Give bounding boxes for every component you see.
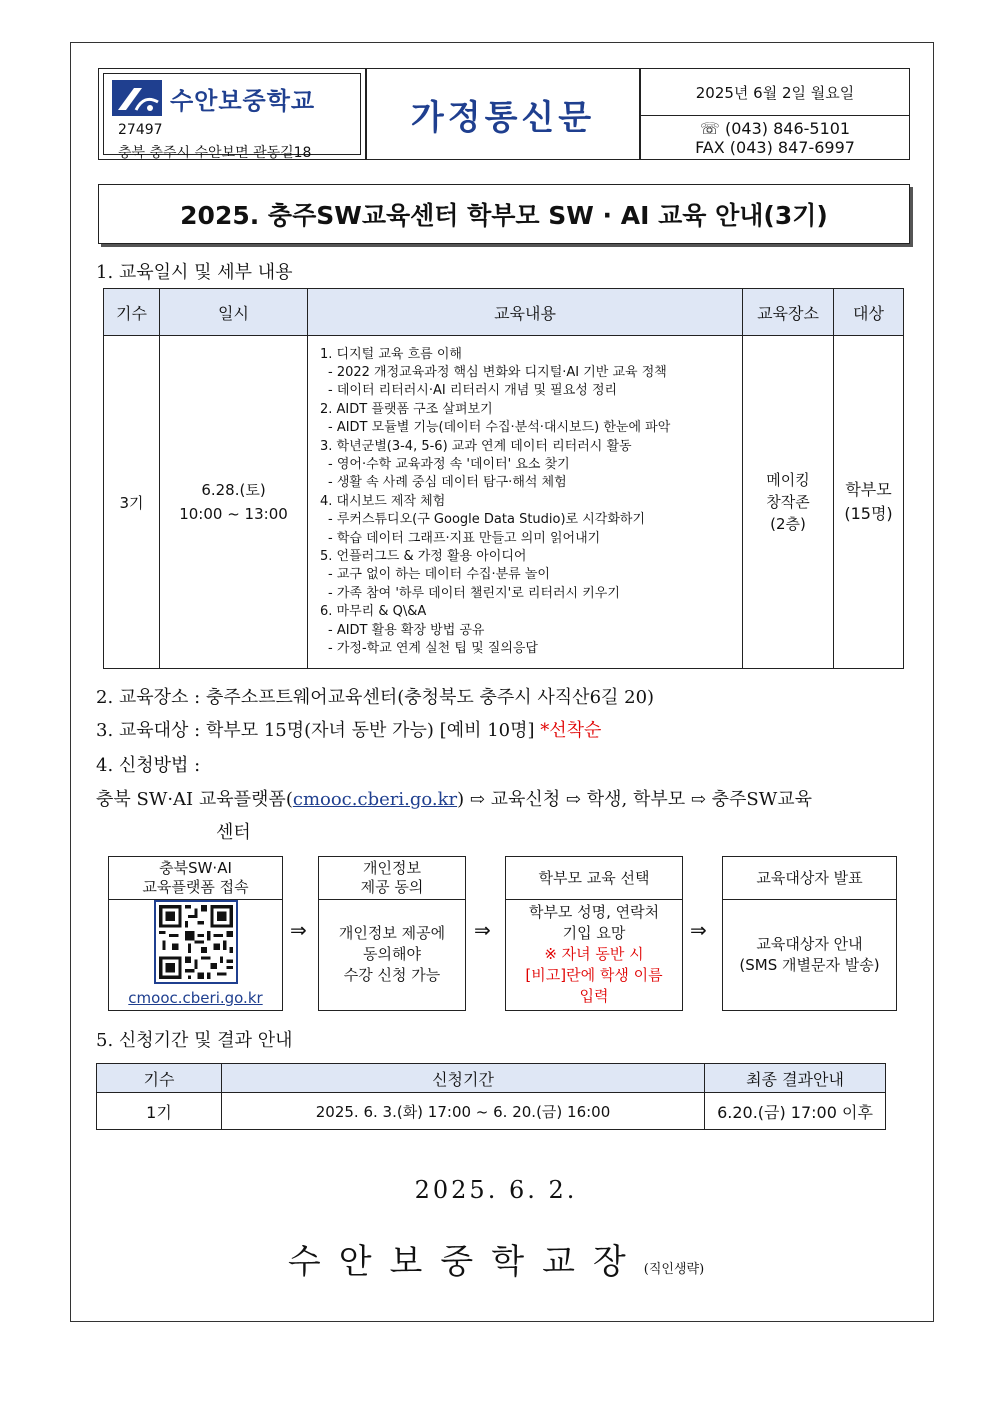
head-line: 제공 동의	[360, 878, 424, 896]
cell-gisu: 1기	[97, 1093, 222, 1130]
newsletter-title: 가정통신문	[410, 97, 596, 138]
section2-place: 2. 교육장소 : 충주소프트웨어교육센터(충청북도 충주시 사직산6길 20)	[96, 687, 655, 708]
body-line-red: [비고]란에 학생 이름	[525, 966, 663, 984]
table-row	[97, 1093, 886, 1130]
section5-heading: 5. 신청기간 및 결과 안내	[96, 1030, 293, 1051]
school-info-box	[98, 68, 366, 160]
cell-place	[743, 336, 834, 669]
content-subitem: - 가족 참여 '하루 데이터 챌린지'로 리터러시 키우기	[328, 585, 620, 601]
cell-period: 2025. 6. 3.(화) 17:00 ~ 6. 20.(금) 16:00	[222, 1093, 705, 1130]
content-subitem: - 2022 개정교육과정 핵심 변화와 디지털·AI 기반 교육 정책	[328, 364, 667, 380]
flow-step-head	[319, 857, 465, 900]
qr-code-icon[interactable]	[154, 900, 238, 984]
body-line: (SMS 개별문자 발송)	[739, 955, 880, 974]
flow-step-body	[723, 899, 896, 1010]
head-line: 교육플랫폼 접속	[142, 878, 249, 896]
content-subitem: - AIDT 활용 확장 방법 공유	[328, 622, 485, 638]
phone-number: ☏ (043) 846-5101	[699, 119, 851, 138]
target-line: 학부모	[845, 480, 892, 499]
col-target: 대상	[834, 289, 904, 336]
newsletter-title-box	[366, 68, 640, 160]
flow-arrow-icon: ⇒	[290, 918, 307, 942]
section3-text: 3. 교육대상 : 학부모 15명(자녀 동반 가능) [예비 10명]	[96, 720, 541, 741]
platform-link[interactable]: cmooc.cberi.go.kr	[292, 789, 458, 810]
cell-time: 10:00 ~ 13:00	[179, 505, 288, 523]
content-item: 5. 언플러그드 & 가정 활용 아이디어	[320, 549, 527, 565]
content-subitem: - 영어·수학 교육과정 속 '데이터' 요소 찾기	[328, 456, 570, 472]
body-line: 학부모 성명, 연락처	[528, 903, 660, 921]
qr-url-link[interactable]: cmooc.cberi.go.kr	[128, 989, 263, 1007]
issue-date: 2025년 6월 2일 월요일	[641, 69, 909, 116]
head-line: 학부모 교육 선택	[538, 868, 650, 887]
content-subitem: - 학습 데이터 그래프·지표 만들고 의미 읽어내기	[328, 530, 601, 546]
place-line: 창작존	[766, 493, 810, 511]
section4-method-cont: 센터	[216, 822, 251, 843]
flow-step-head	[723, 857, 896, 900]
fax-number: FAX (043) 847-6997	[695, 138, 855, 157]
content-subitem: - 루커스튜디오(구 Google Data Studio)로 시각화하기	[328, 512, 646, 528]
content-item: 4. 대시보드 제작 체험	[320, 493, 446, 509]
section3-target	[96, 716, 601, 742]
body-line: 기입 요망	[562, 924, 626, 942]
content-subitem: - 교구 없이 하는 데이터 수집·분류 놀이	[328, 567, 550, 583]
section1-heading: 1. 교육일시 및 세부 내용	[96, 262, 293, 283]
head-line: 충북SW·AI	[159, 859, 232, 877]
body-line-red: ※ 자녀 동반 시	[544, 945, 644, 963]
body-line: 동의해야	[363, 945, 421, 963]
first-come-note: *선착순	[540, 720, 602, 741]
flow-step-consent	[318, 856, 466, 1011]
content-item: 6. 마무리 & Q\&A	[320, 604, 427, 620]
cell-content	[308, 336, 743, 669]
content-item: 3. 학년군별(3-4, 5-6) 교과 연계 데이터 리터러시 활동	[320, 438, 632, 454]
school-name: 수안보중학교	[170, 86, 316, 115]
contact-box	[640, 68, 910, 160]
school-address: 충북 충주시 수안보면 관동길18	[118, 145, 312, 161]
flow-arrow-icon: ⇒	[474, 918, 491, 942]
body-line: 개인정보 제공에	[338, 924, 446, 942]
content-item: 2. AIDT 플랫폼 구조 살펴보기	[320, 401, 493, 417]
flow-step-head	[506, 857, 682, 900]
body-line: 교육대상자 안내	[756, 934, 863, 953]
place-line: (2층)	[770, 515, 806, 533]
section4-heading: 4. 신청방법 :	[96, 755, 201, 776]
footer-date: 2025. 6. 2.	[414, 1176, 578, 1204]
school-logo-icon	[112, 80, 162, 116]
flow-step-body	[506, 899, 682, 1010]
method-text: 충북 SW·AI 교육플랫폼(	[96, 789, 293, 810]
cell-target	[834, 336, 904, 669]
flow-step-body	[319, 899, 465, 1010]
col-date: 일시	[160, 289, 308, 336]
col-content: 교육내용	[308, 289, 743, 336]
col-gisu: 기수	[97, 1064, 222, 1093]
cell-result: 6.20.(금) 17:00 이후	[705, 1093, 886, 1130]
place-line: 메이킹	[766, 471, 810, 489]
cell-date: 6.28.(토)	[201, 481, 266, 499]
flow-step-platform	[108, 856, 283, 1011]
content-subitem: - 가정-학교 연계 실천 팁 및 질의응답	[328, 641, 538, 657]
content-subitem: - 생활 속 사례 중심 데이터 탐구·해석 체험	[328, 475, 567, 491]
education-schedule-table	[103, 288, 904, 669]
content-item: 1. 디지털 교육 흐름 이해	[320, 346, 462, 362]
col-period: 신청기간	[222, 1064, 705, 1093]
flow-step-announce	[722, 856, 897, 1011]
flow-arrow-icon: ⇒	[690, 918, 707, 942]
body-line-red: 입력	[579, 987, 609, 1005]
head-line: 개인정보	[363, 859, 421, 877]
col-gisu: 기수	[104, 289, 160, 336]
flow-step-body	[109, 899, 282, 1010]
content-subitem: - 데이터 리터러시·AI 리터러시 개념 및 필요성 정리	[328, 383, 618, 399]
section4-method	[96, 785, 812, 811]
content-subitem: - AIDT 모듈별 기능(데이터 수집·분석·대시보드) 한눈에 파악	[328, 420, 671, 436]
col-result: 최종 결과안내	[705, 1064, 886, 1093]
principal-name: 수안보중학교장	[287, 1242, 644, 1282]
cell-datetime	[160, 336, 308, 669]
col-place: 교육장소	[743, 289, 834, 336]
target-line: (15명)	[844, 504, 893, 523]
seal-note: (직인생략)	[643, 1262, 705, 1277]
head-line: 교육대상자 발표	[756, 868, 863, 887]
table-row	[104, 336, 904, 669]
zip-code: 27497	[118, 122, 163, 138]
main-title: 2025. 충주SW교육센터 학부모 SW · AI 교육 안내(3기)	[98, 184, 910, 244]
flow-step-head	[109, 857, 282, 900]
principal-signature	[0, 1234, 992, 1283]
flow-step-select	[505, 856, 683, 1011]
method-text-post: ) ⇨ 교육신청 ⇨ 학생, 학부모 ⇨ 충주SW교육	[457, 789, 813, 810]
cell-gisu: 3기	[104, 336, 160, 669]
body-line: 수강 신청 가능	[343, 966, 441, 984]
application-period-table	[96, 1063, 886, 1130]
